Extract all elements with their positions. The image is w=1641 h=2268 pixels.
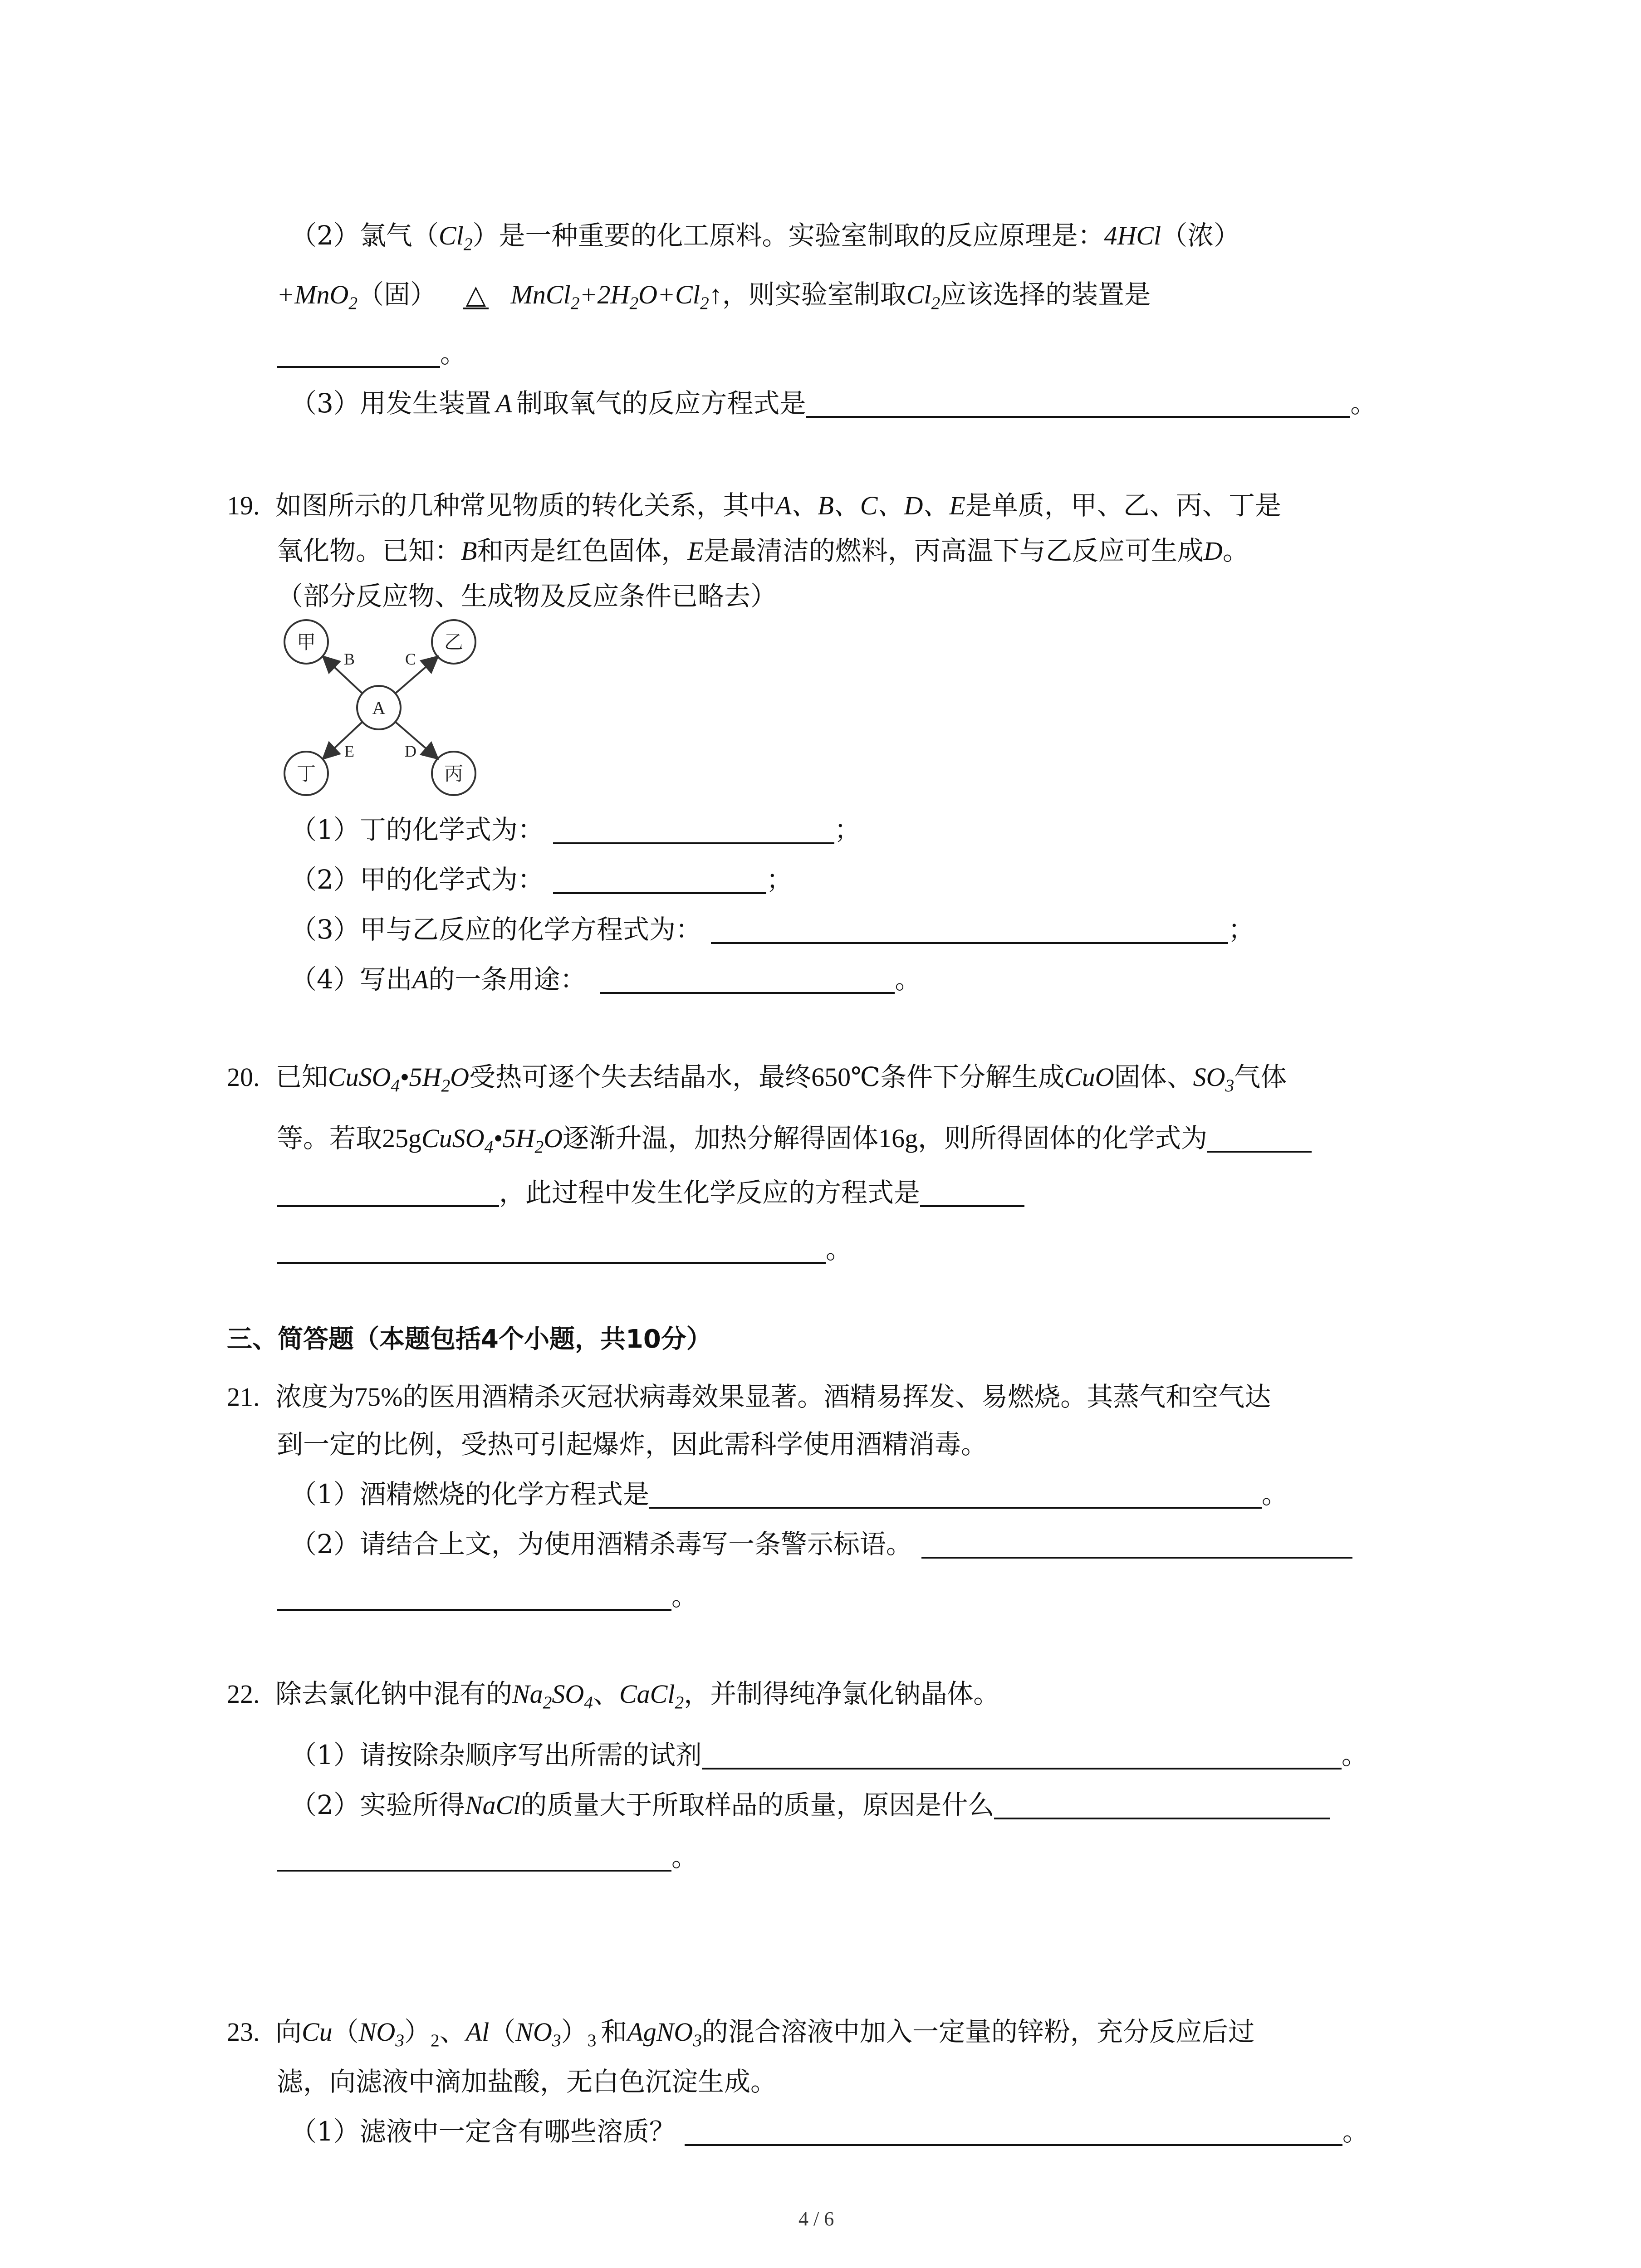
answer-blank[interactable]	[553, 818, 834, 844]
conversion-diagram	[272, 617, 508, 798]
q21-sub2-cont: 。	[277, 1583, 698, 1611]
answer-blank[interactable]	[994, 1794, 1330, 1819]
edge-label-D: D	[405, 742, 416, 760]
formula-cuso4-5h2o: $CuSO_4•5H_2O$	[328, 1062, 470, 1095]
q19-line2: 氧化物。已知：B和丙是红色固体，E是最清洁的燃料，丙高温下与乙反应可生成D。	[277, 535, 1249, 566]
q20-line3: ，此过程中发生化学反应的方程式是	[277, 1179, 1024, 1207]
answer-blank[interactable]	[553, 868, 766, 894]
q22-line1: 22. 除去氯化钠中混有的$Na_2SO_4$、CaCl$_2$，并制得纯净氯化钠晶体。	[227, 1678, 1000, 1712]
answer-blank[interactable]	[600, 968, 895, 993]
answer-blank[interactable]	[921, 1533, 1352, 1558]
question-number: 21.	[227, 1382, 260, 1412]
answer-blank[interactable]	[920, 1181, 1024, 1207]
q20-line2: 等。若取$25gCuSO_4•5H_2O$逐渐升温，加热分解得固体16g，则所得固体的化学式为	[277, 1125, 1312, 1153]
q23-line1: 23. 向$Cu(NO_3)_2$、$Al(NO_3)_3$ 和AgNO$_3$的混合溶液中加入一定量的锌粉，充分反应后过	[227, 2016, 1255, 2050]
edge-label-B: B	[343, 650, 355, 668]
q19-line3: （部分反应物、生成物及反应条件已略去）	[277, 581, 777, 611]
question-number: 23.	[227, 2017, 260, 2047]
formula-cl2: $Cl_2$	[438, 221, 473, 254]
q19-sub1: （1）丁的化学式为： ；	[290, 814, 861, 845]
node-label-center: A	[372, 698, 386, 718]
answer-blank[interactable]	[649, 1483, 1262, 1508]
q19-line1: 19. 如图所示的几种常见物质的转化关系，其中A、B、C、D、E是单质，甲、乙、丙、丁是	[227, 490, 1281, 521]
answer-blank[interactable]	[806, 392, 1350, 417]
answer-blank[interactable]	[711, 918, 1228, 943]
arrow-to-tl	[324, 658, 362, 693]
answer-blank[interactable]	[277, 342, 440, 367]
answer-blank[interactable]	[277, 1238, 826, 1263]
q23-line2: 滤，向滤液中滴加盐酸，无白色沉淀生成。	[277, 2066, 777, 2097]
question-number: 22.	[227, 1679, 260, 1709]
q22-sub1: （1）请按除杂顺序写出所需的试剂 。	[290, 1740, 1368, 1770]
node-label-bl: 丁	[296, 763, 316, 785]
q22-sub2-cont: 。	[277, 1844, 698, 1872]
node-label-tr: 乙	[444, 631, 464, 653]
question-number: 19.	[227, 491, 260, 520]
answer-blank[interactable]	[277, 1585, 671, 1610]
answer-blank[interactable]	[702, 1744, 1342, 1769]
section-3-heading: 三、简答题（本题包括4个小题，共10分）	[227, 1325, 712, 1354]
q18-part2-line3: 。	[277, 340, 466, 368]
q20-line1: 20. 已知$CuSO_4•5H_2O$受热可逐个失去结晶水，最终650℃条件下分解生成CuO固体、$SO_3$气体	[227, 1061, 1287, 1095]
q19-sub2: （2）甲的化学式为： ；	[290, 864, 793, 895]
edge-label-C: C	[405, 650, 416, 668]
q22-sub2: （2）实验所得NaCl的质量大于所取样品的质量，原因是什么	[290, 1792, 1330, 1819]
heat-condition-icon: △	[463, 281, 489, 309]
q21-line2: 到一定的比例，受热可引起爆炸，因此需科学使用酒精消毒。	[277, 1429, 988, 1460]
formula-mno2: +MnO$_2$	[277, 280, 358, 313]
reaction-products: $MnCl_2+2H_2O+Cl_2$	[510, 280, 709, 313]
answer-blank[interactable]	[277, 1181, 499, 1207]
question-number: 20.	[227, 1062, 260, 1092]
q18-part3: （3）用发生装置 A 制取氧气的反应方程式是 。	[290, 388, 1377, 419]
formula-na2so4: $Na_2SO_4$	[512, 1679, 593, 1712]
q18-part2-line2: +MnO$_2$（固） △ $MnCl_2+2H_2O+Cl_2↑$，则实验室制取$Cl_2$应该选择的装置是	[277, 279, 1151, 313]
q21-line1: 21. 浓度为75%的医用酒精杀灭冠状病毒效果显著。酒精易挥发、易燃烧。其蒸气和空气达	[227, 1381, 1271, 1412]
arrow-to-bl	[324, 722, 362, 758]
page-number: 4 / 6	[798, 2208, 834, 2230]
q19-sub4: （4）写出A的一条用途： 。	[290, 964, 921, 995]
answer-blank[interactable]	[1207, 1127, 1312, 1152]
edge-label-E: E	[344, 742, 354, 760]
answer-blank[interactable]	[277, 1846, 671, 1871]
q20-line4: 。	[277, 1236, 852, 1264]
q18-part2-line1: （2）氯气$(Cl_2)$是一种重要的化工原料。实验室制取的反应原理是：4HCl（浓）	[290, 220, 1240, 254]
q19-sub3: （3）甲与乙反应的化学方程式为： ；	[290, 914, 1254, 945]
node-label-tl: 甲	[296, 631, 316, 653]
q23-sub1: （1）滤液中一定含有哪些溶质？ 。	[290, 2116, 1369, 2147]
answer-blank[interactable]	[685, 2120, 1342, 2146]
q21-sub1: （1）酒精燃烧的化学方程式是 。	[290, 1479, 1288, 1510]
formula-cacl2: CaCl$_2$	[619, 1679, 684, 1712]
q21-sub2: （2）请结合上文，为使用酒精杀毒写一条警示标语。	[290, 1531, 1352, 1559]
node-label-br: 丙	[444, 763, 464, 785]
